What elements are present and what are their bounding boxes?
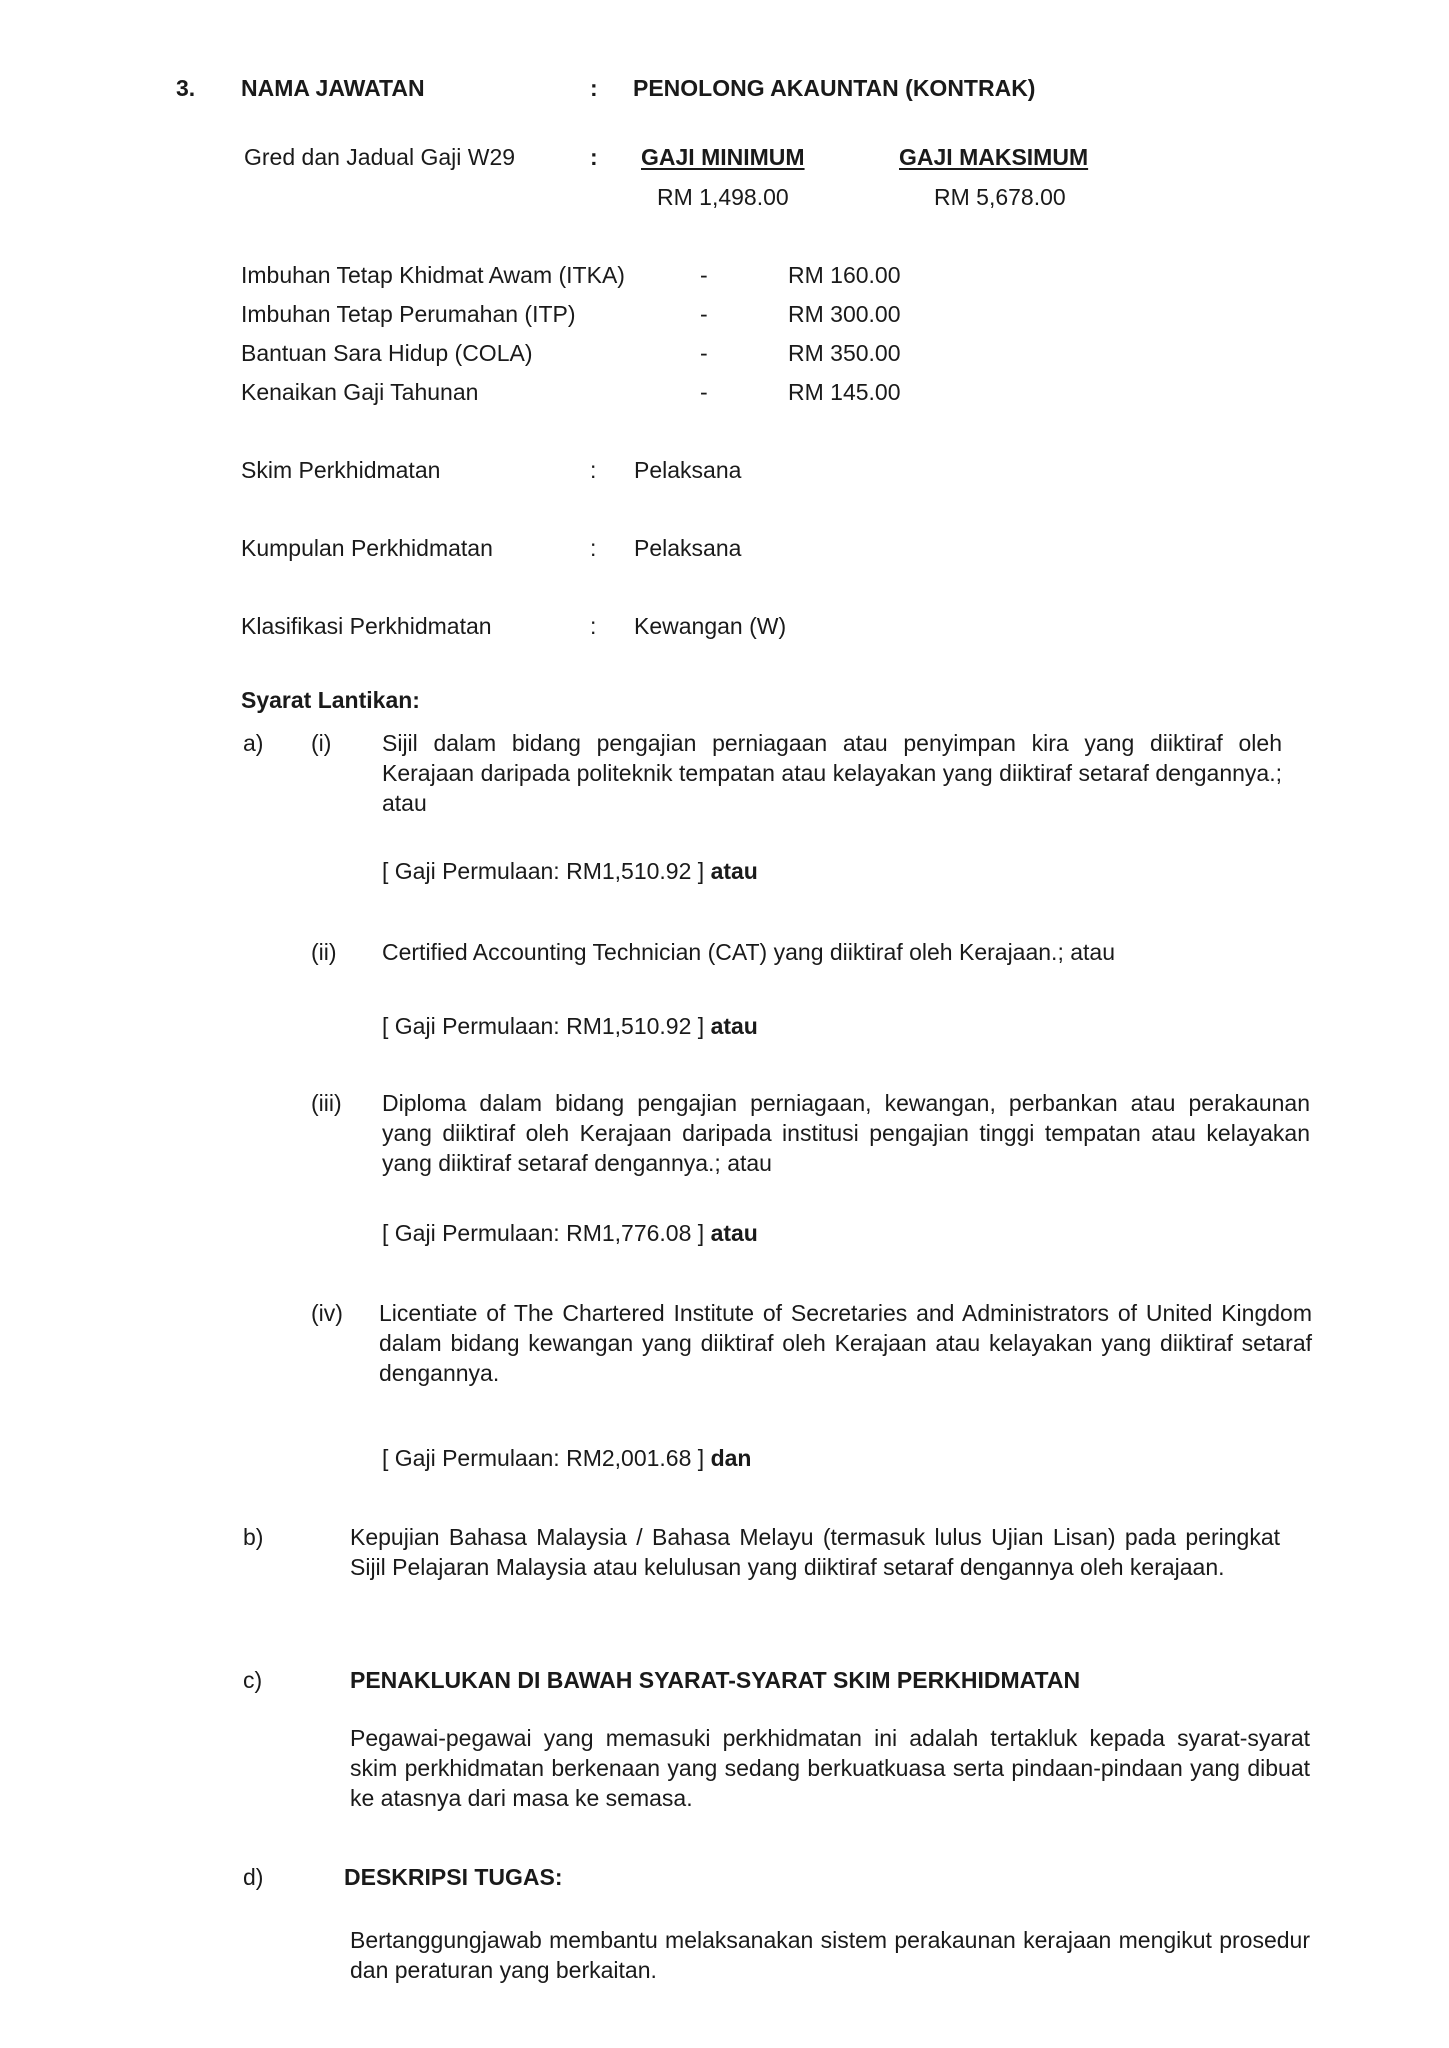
max-salary-value: RM 5,678.00 [934,184,1066,210]
allowance-value: RM 160.00 [788,262,901,288]
allowance-dash: - [700,301,708,327]
service-scheme-value: Pelaksana [634,457,742,483]
item-text: Certified Accounting Technician (CAT) yang diiktiraf oleh Kerajaan.; atau [382,939,1115,965]
item-label-d: d) [243,1864,264,1890]
starting-salary [382,1011,758,1041]
starting-salary-text: [ Gaji Permulaan: RM1,510.92 ] [382,858,705,884]
service-classification-label: Klasifikasi Perkhidmatan [241,613,492,639]
conjunction: atau [710,858,758,884]
separator: : [590,75,598,101]
separator: : [590,535,597,561]
starting-salary-text: [ Gaji Permulaan: RM2,001.68 ] [382,1445,705,1471]
item-label-a: a) [243,730,264,756]
starting-salary-text: [ Gaji Permulaan: RM1,776.08 ] [382,1220,705,1246]
separator: : [590,144,598,170]
starting-salary [382,856,758,886]
item-number: (i) [311,730,332,756]
service-group-label: Kumpulan Perkhidmatan [241,535,493,561]
max-salary-label: GAJI MAKSIMUM [899,144,1089,170]
allowance-dash: - [700,262,708,288]
allowance-label: Kenaikan Gaji Tahunan [241,379,479,405]
conjunction: atau [710,1220,758,1246]
duty-description-text: Bertanggungjawab membantu melaksanakan sistem perakaunan kerajaan mengikut prosedur dan peraturan yang berkaitan. [350,1927,1310,1983]
item-number: (iii) [311,1090,342,1116]
language-requirement-text: Kepujian Bahasa Malaysia / Bahasa Melayu (termasuk lulus Ujian Lisan) pada peringkat Sijil Pelajaran Malaysia atau kelulusan yang diiktiraf setaraf dengannya oleh kerajaan. [350,1524,1280,1580]
subjection-text: Pegawai-pegawai yang memasuki perkhidmatan ini adalah tertakluk kepada syarat-syarat skim perkhidmatan berkenaan yang sedang berkuatkuasa serta pindaan-pindaan yang dibuat ke atasnya dari masa ke semasa. [350,1725,1310,1811]
separator: : [590,457,597,483]
item-text: Licentiate of The Chartered Institute of Secretaries and Administrators of United Kingdom dalam bidang kewangan yang diiktiraf oleh Kerajaan atau kelayakan yang diiktiraf setaraf dengannya. [379,1300,1312,1386]
item-number: (ii) [311,939,337,965]
min-salary-value: RM 1,498.00 [657,184,789,210]
subjection-heading: PENAKLUKAN DI BAWAH SYARAT-SYARAT SKIM PERKHIDMATAN [350,1667,1081,1693]
allowance-dash: - [700,379,708,405]
duty-description-heading: DESKRIPSI TUGAS: [344,1864,563,1890]
item-text: Sijil dalam bidang pengajian perniagaan atau penyimpan kira yang diiktiraf oleh Kerajaan daripada politeknik tempatan atau kelayakan yang diiktiraf setaraf dengannya.; atau [382,730,1282,816]
item-text: Diploma dalam bidang pengajian perniagaan, kewangan, perbankan atau perakaunan yang diiktiraf oleh Kerajaan daripada institusi pengajian tinggi tempatan atau kelayakan yang diiktiraf setaraf dengannya.; atau [382,1090,1310,1176]
starting-salary-text: [ Gaji Permulaan: RM1,510.92 ] [382,1013,705,1039]
starting-salary [382,1443,751,1473]
job-title-label: NAMA JAWATAN [241,75,425,101]
min-salary-label: GAJI MINIMUM [641,144,805,170]
allowance-label: Imbuhan Tetap Khidmat Awam (ITKA) [241,262,625,288]
separator: : [590,613,597,639]
grade-label: Gred dan Jadual Gaji W29 [244,144,516,170]
allowance-dash: - [700,340,708,366]
allowance-label: Bantuan Sara Hidup (COLA) [241,340,533,366]
job-title-value: PENOLONG AKAUNTAN (KONTRAK) [633,75,1036,101]
item-label-b: b) [243,1524,264,1550]
appointment-requirements-heading: Syarat Lantikan: [241,687,420,713]
service-classification-value: Kewangan (W) [634,613,787,639]
allowance-value: RM 145.00 [788,379,901,405]
allowance-value: RM 300.00 [788,301,901,327]
item-number: (iv) [311,1300,343,1326]
service-group-value: Pelaksana [634,535,742,561]
item-label-c: c) [243,1667,263,1693]
allowance-label: Imbuhan Tetap Perumahan (ITP) [241,301,576,327]
conjunction: atau [710,1013,758,1039]
starting-salary [382,1218,758,1248]
section-number: 3. [176,75,196,101]
allowance-value: RM 350.00 [788,340,901,366]
conjunction: dan [710,1445,752,1471]
service-scheme-label: Skim Perkhidmatan [241,457,441,483]
